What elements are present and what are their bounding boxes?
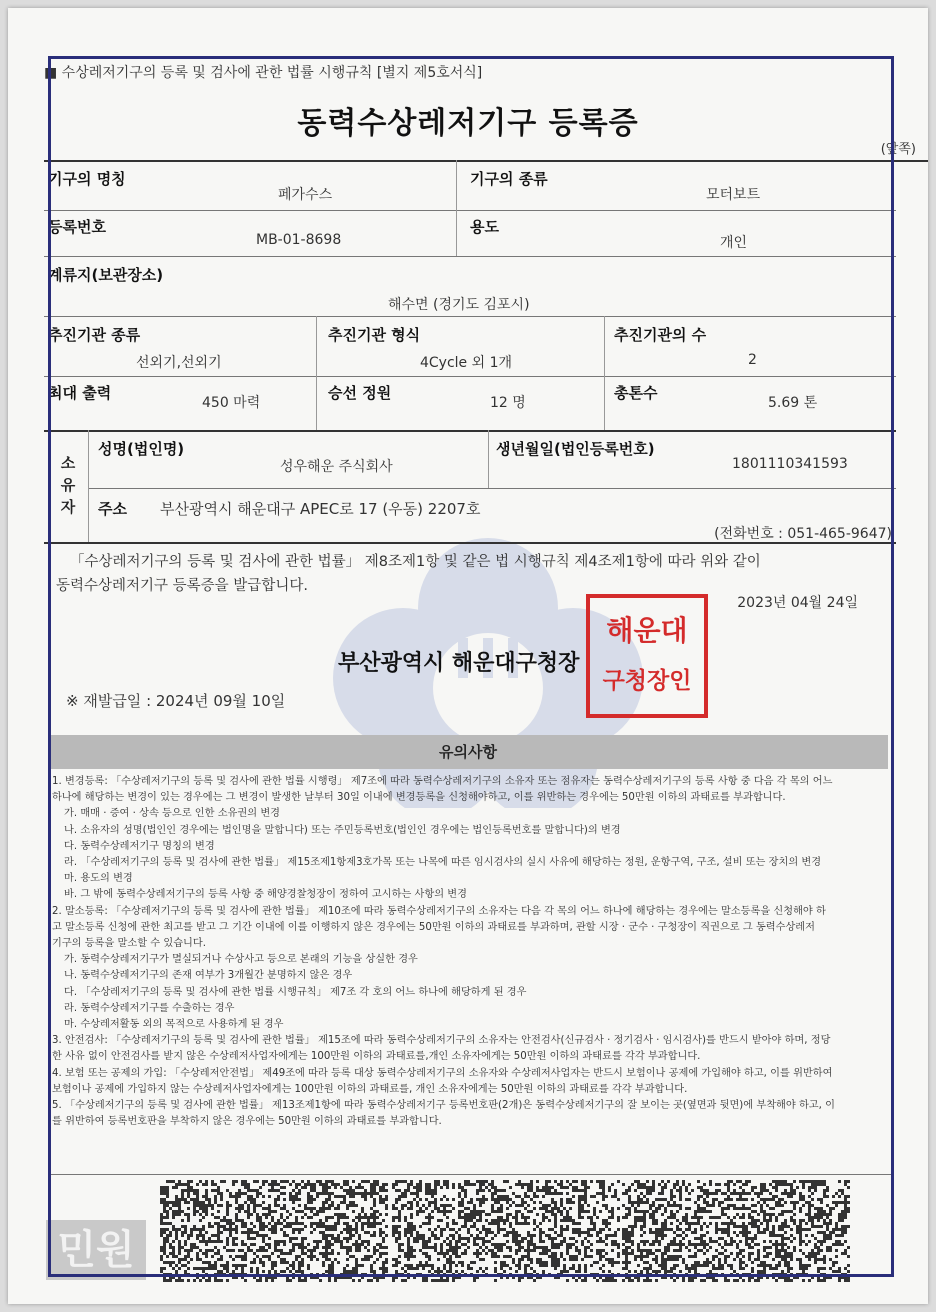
- note-line: 를 위반하여 등록번호판을 부착하지 않은 경우에는 50만원 이하의 과태료를 부과합니다.: [52, 1116, 442, 1128]
- capacity-label: 승선 정원: [328, 384, 392, 402]
- engine-model-value: 4Cycle 외 1개: [420, 355, 513, 371]
- note-line: 한 사유 없이 안전검사를 받지 않은 수상레저사업자에게는 100만원 이하의 과태료를,개인 소유자에게는 50만원 이하의 과태료를 각각 부과합니다.: [52, 1051, 701, 1063]
- owner-section-label: 소 유 자: [60, 454, 76, 516]
- berth-value: 해수면 (경기도 김포시): [388, 297, 530, 313]
- table-top-border: [44, 160, 928, 162]
- note-line: 바. 그 밖에 동력수상레저기구의 등록 사항 중 해양경찰청장이 정하여 고시하는 사항의 변경: [64, 889, 467, 901]
- registration-number-value: MB-01-8698: [256, 232, 342, 248]
- row-divider: [88, 488, 896, 489]
- note-line: 기구의 등록을 말소할 수 있습니다.: [52, 938, 206, 950]
- note-line: 다. 동력수상레저기구 명칭의 변경: [64, 840, 215, 852]
- column-divider: [456, 160, 457, 256]
- name-label: 기구의 명칭: [48, 170, 126, 188]
- note-line: 나. 소유자의 성명(법인인 경우에는 법인명을 말합니다) 또는 주민등록번호(법인인 경우에는 법인등록번호를 말합니다)의 변경: [64, 824, 621, 836]
- tonnage-value: 5.69 톤: [768, 395, 818, 411]
- owner-birth-label: 생년월일(법인등록번호): [496, 440, 655, 458]
- note-line: 보험이나 공제에 가입하지 않는 수상레저사업자에게는 100만원 이하의 과태료를, 개인 소유자에게는 50만원 이하의 과태료를 각각 부과합니다.: [52, 1083, 688, 1095]
- note-line: 다. 「수상레저기구의 등록 및 검사에 관한 법률 시행규칙」 제7조 각 호의 어느 하나에 해당하게 된 경우: [64, 986, 527, 998]
- reissue-date: ※ 재발급일 : 2024년 09월 10일: [66, 692, 286, 710]
- berth-label: 계류지(보관장소): [48, 266, 164, 284]
- use-label: 용도: [470, 218, 499, 236]
- certification-text: 「수상레저기구의 등록 및 검사에 관한 법률」 제8조제1항 및 같은 법 시행규칙 제4조제1항에 따라 위와 같이 동력수상레저기구 등록증을 발급합니다.: [56, 554, 761, 594]
- capacity-value: 12 명: [490, 395, 526, 411]
- use-value: 개인: [720, 235, 748, 251]
- note-line: 4. 보험 또는 공제의 가입: 「수상레저안전법」 제49조에 따라 등록 대상 동력수상레저기구의 소유자와 수상레저사업자는 반드시 보험이나 공제에 가입해야 하고, 이를 위반하여: [52, 1067, 833, 1079]
- note-line: 고 말소등록 신청에 관한 최고를 받고 그 기간 이내에 이를 이행하지 않은 경우에는 50만원 이하의 과태료를 부과하며, 관할 시장 · 군수 · 구청장이 직권으로 그 동력수상레저: [52, 921, 815, 933]
- note-line: 5. 「수상레저기구의 등록 및 검사에 관한 법률」 제13조제1항에 따라 동력수상레저기구 등록번호판(2개)은 동력수상레저기구의 잘 보이는 곳(옆면과 뒷면)에 부착해야 하고, 이: [52, 1100, 835, 1112]
- qr-code-icon: [160, 1180, 388, 1282]
- note-line: 가. 동력수상레저기구가 멸실되거나 수상사고 등으로 본래의 기능을 상실한 경우: [64, 954, 418, 966]
- engine-model-label: 추진기관 형식: [328, 326, 421, 344]
- tonnage-label: 총톤수: [614, 384, 658, 402]
- front-side-label: (앞쪽): [880, 142, 916, 157]
- footer-divider: [48, 1174, 892, 1175]
- owner-name-value: 성우해운 주식회사: [280, 459, 393, 475]
- note-line: 2. 말소등록: 「수상레저기구의 등록 및 검사에 관한 법률」 제10조에 따라 동력수상레저기구의 소유자는 다음 각 목의 어느 하나에 해당하는 경우에는 말소등록을 신청해야 하: [52, 905, 826, 917]
- row-divider: [44, 316, 896, 317]
- max-power-label: 최대 출력: [48, 384, 112, 402]
- column-divider: [316, 316, 317, 430]
- owner-phone: (전화번호 : 051-465-9647): [714, 526, 892, 542]
- column-divider: [488, 430, 489, 488]
- owner-address-value: 부산광역시 해운대구 APEC로 17 (우동) 2207호: [160, 500, 481, 518]
- note-line: 라. 동력수상레저기구를 수출하는 경우: [64, 1002, 235, 1014]
- official-seal: 해운대 구청장인: [586, 594, 708, 718]
- column-divider: [604, 316, 605, 430]
- registration-number-label: 등록번호: [48, 218, 106, 236]
- column-divider: [88, 430, 89, 542]
- registration-certificate: [8, 8, 928, 1304]
- notes-title: 유의사항: [48, 735, 888, 769]
- kind-label: 기구의 종류: [470, 170, 548, 188]
- civil-service-badge: 민원: [46, 1220, 146, 1280]
- issue-date: 2023년 04월 24일: [737, 595, 858, 611]
- row-divider: [44, 256, 896, 257]
- note-line: 마. 수상레저활동 외의 목적으로 사용하게 된 경우: [64, 1019, 284, 1031]
- owner-address-label: 주소: [98, 500, 127, 518]
- document-title: 동력수상레저기구 등록증: [297, 106, 639, 141]
- note-line: 하나에 해당하는 변경이 있는 경우에는 그 변경이 발생한 날부터 30일 이내에 변경등록을 신청해야하고, 이를 위반하는 경우에는 50만원 이하의 과태료를 부과합니다.: [52, 792, 786, 804]
- note-line: 마. 용도의 변경: [64, 873, 133, 885]
- row-divider: [44, 430, 896, 432]
- owner-name-label: 성명(법인명): [98, 440, 185, 458]
- issuer-name: 부산광역시 해운대구청장: [338, 651, 580, 676]
- qr-code-icon: [392, 1180, 620, 1282]
- engine-type-value: 선외기,선외기: [136, 355, 222, 371]
- engine-type-label: 추진기관 종류: [48, 326, 141, 344]
- row-divider: [44, 210, 896, 211]
- engine-count-value: 2: [748, 352, 757, 368]
- note-line: 가. 매매 · 증여 · 상속 등으로 인한 소유권의 변경: [64, 808, 280, 820]
- row-divider: [44, 376, 896, 377]
- qr-code-icon: [622, 1180, 850, 1282]
- notes-list: [52, 774, 892, 1130]
- kind-value: 모터보트: [706, 187, 761, 203]
- engine-count-label: 추진기관의 수: [614, 326, 707, 344]
- note-line: 3. 안전검사: 「수상레저기구의 등록 및 검사에 관한 법률」 제15조에 따라 동력수상레저기구의 소유자는 안전검사(신규검사 · 정기검사 · 임시검사)를 반드시 받아야 하며, 정당: [52, 1035, 831, 1047]
- note-line: 나. 동력수상레저기구의 존재 여부가 3개월간 분명하지 않은 경우: [64, 970, 353, 982]
- note-line: 라. 「수상레저기구의 등록 및 검사에 관한 법률」 제15조제1항제3호가목 또는 나목에 따른 임시검사의 실시 사유에 해당하는 정원, 운항구역, 구조, 설비 또는 장치의 변경: [64, 857, 822, 869]
- name-value: 페가수스: [278, 187, 333, 203]
- max-power-value: 450 마력: [202, 395, 261, 411]
- form-number: ■ 수상레저기구의 등록 및 검사에 관한 법률 시행규칙 [별지 제5호서식]: [44, 65, 483, 81]
- owner-birth-value: 1801110341593: [732, 456, 848, 472]
- note-line: 1. 변경등록: 「수상레저기구의 등록 및 검사에 관한 법률 시행령」 제7조에 따라 동력수상레저기구의 소유자 또는 점유자는 동력수상레저기구의 등록 사항 중 다음 각 목의 어느: [52, 776, 833, 787]
